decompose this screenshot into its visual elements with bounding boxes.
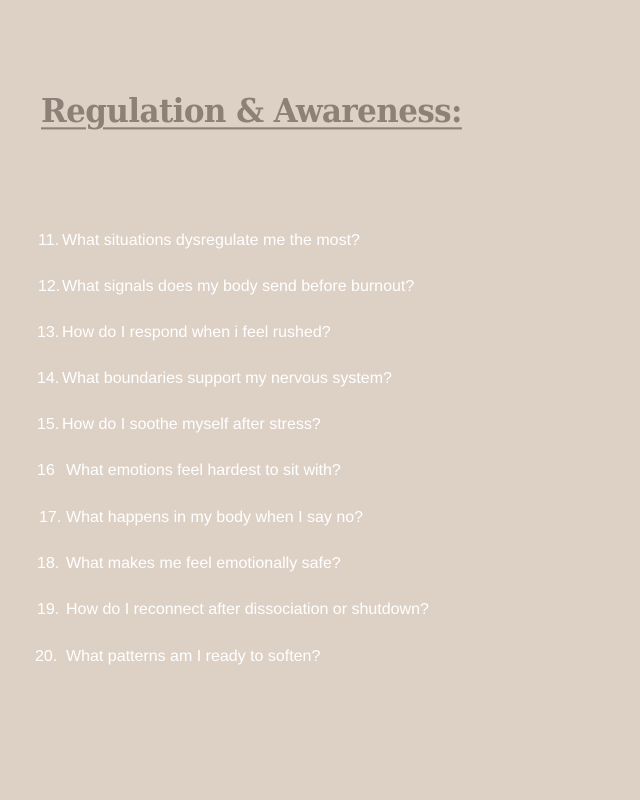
question-text: What signals does my body send before burnout? [62, 278, 415, 295]
question-number: 20. [35, 648, 58, 665]
question-number: 19. [37, 601, 60, 618]
question-number: 14. [37, 370, 60, 387]
question-text: What makes me feel emotionally safe? [66, 555, 341, 572]
question-number: 12. [38, 278, 61, 295]
question-text: What emotions feel hardest to sit with? [66, 462, 341, 479]
question-number: 15. [37, 416, 60, 433]
question-text: How do I reconnect after dissociation or shutdown? [66, 601, 429, 618]
question-number: 18. [37, 555, 60, 572]
question-number: 16 [37, 462, 55, 479]
question-text: What patterns am I ready to soften? [66, 648, 321, 665]
page-title: Regulation & Awareness: [41, 93, 462, 131]
question-number: 13. [37, 324, 60, 341]
question-number: 11. [38, 232, 60, 249]
question-text: What boundaries support my nervous system? [62, 370, 392, 387]
question-number: 17. [39, 509, 62, 526]
question-text: How do I soothe myself after stress? [62, 416, 321, 433]
question-text: What happens in my body when I say no? [66, 509, 364, 526]
question-text: What situations dysregulate me the most? [62, 232, 360, 249]
question-text: How do I respond when i feel rushed? [62, 324, 331, 341]
